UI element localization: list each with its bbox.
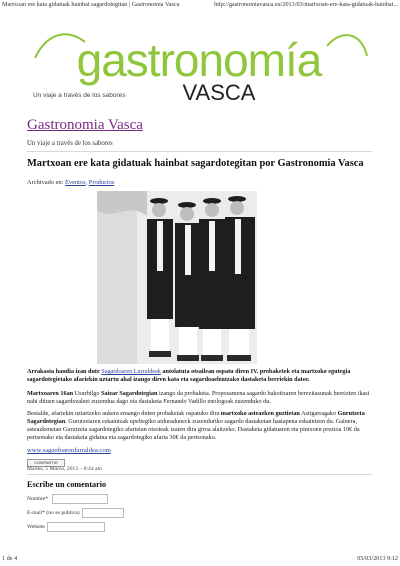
email-label: E-mail* (no se publica) bbox=[27, 510, 80, 516]
name-label: Nombre* bbox=[27, 496, 49, 502]
print-header-title: Martxoan ere kata gidatuak hainbat sagardotegitan | Gastronomia Vasca bbox=[2, 1, 180, 8]
form-row-email bbox=[27, 508, 124, 518]
print-timestamp: 05/03/2013 9:12 bbox=[357, 555, 398, 562]
p3-text-b: Astigarragako bbox=[299, 410, 338, 417]
share-button[interactable]: COMPARTIR bbox=[27, 459, 65, 467]
logo-word: gastronomía bbox=[76, 34, 322, 86]
sagardoaren-lurraldeak-link[interactable]: Sagardoaren Lurraldeak bbox=[101, 368, 161, 375]
site-title-link[interactable]: Gastronomia Vasca bbox=[27, 117, 143, 133]
post-photo-image bbox=[97, 191, 257, 364]
comment-section-title: Escribe un comentario bbox=[27, 480, 107, 489]
print-header bbox=[0, 0, 400, 10]
p3-bold-2: Gurutzeta Sagardotegian bbox=[27, 410, 365, 425]
post-paragraph-1 bbox=[27, 368, 372, 384]
name-input[interactable] bbox=[52, 494, 108, 504]
divider bbox=[27, 151, 372, 152]
print-header-url: http://gastronomiavasca.eu/2013/03/martxoan-ere-kata-gidatuak-hainbat... bbox=[214, 1, 398, 8]
site-tagline: Un viaje a través de los sabores bbox=[27, 140, 113, 147]
website-label: Website bbox=[27, 524, 45, 530]
form-row-name bbox=[27, 494, 108, 504]
post-photo bbox=[97, 191, 257, 364]
archived-label: Archivado en: bbox=[27, 179, 64, 186]
post-title: Martxoan ere kata gidatuak hainbat sagardotegitan por Gastronomia Vasca bbox=[27, 158, 364, 169]
p3-text-c: . Gurutzetaren eskaintzak upeltegiko aiduraduneck zuzenduriko sagardo dastaketan hastapena eskaintzen du. Gainera, asteazkenetan Gurutzeta sagardotegiko afarietan otsoteak izaten dira giroa alaitzeko. Dastaketa gidatuaren eta pintxoen prezioa 10€ da pertsonako eta dastaketa gidatua eta sagardotegiko afaria 30€ da pertsonako. bbox=[27, 418, 360, 441]
p3-bold-1: martxoko asteazken guztietan bbox=[220, 410, 300, 417]
site-banner[interactable] bbox=[27, 28, 372, 106]
divider bbox=[27, 474, 372, 475]
p2-text-a: Usurbilgo bbox=[73, 390, 101, 397]
post-date: Martes, 5 Marzo, 2013 – 8:44 am bbox=[27, 466, 102, 472]
sagardoa-website-link[interactable]: www.sagardoarenlurraldea.com bbox=[27, 447, 111, 454]
post-archived: Archivado en: Eventos, Productos bbox=[27, 179, 115, 186]
print-footer bbox=[0, 555, 400, 565]
p1-text-b: antolatuta otsailean ospatu diren IV. probaketek eta martxoko egutegia sagardotegietako afariekin uztartu ahal izango diren kata eta sagardoaelentzako dastaketa berriekin dator. bbox=[27, 368, 351, 383]
p2-text-b: izango da probaketa. Proposamena sagardo bakoitzaren berezitasunak bereizten ikasi nahi dituen sagardozaleei zuzendua dago eta dastaketa Fernando Vadillo enologoak zuzenduko du. bbox=[27, 390, 370, 405]
p1-text-a: Arrakasta handia izan dute bbox=[27, 368, 102, 375]
post-paragraph-2 bbox=[27, 390, 372, 406]
post-paragraph-3 bbox=[27, 410, 372, 442]
website-input[interactable] bbox=[47, 522, 105, 532]
category-link-productos[interactable]: Productos bbox=[88, 179, 115, 186]
p2-bold-1: Martxoaren 16an bbox=[27, 390, 74, 397]
form-row-website bbox=[27, 522, 105, 532]
page-count: 1 de 4 bbox=[2, 555, 18, 562]
logo-sub: VASCA bbox=[182, 80, 256, 105]
category-link-eventos[interactable]: Eventos bbox=[65, 179, 86, 186]
p3-text-a: Bestalde, afariekin uztartzeko aukera emango duten probaketak ospatuko dira bbox=[27, 410, 221, 417]
email-input[interactable] bbox=[82, 508, 124, 518]
banner-tagline: Un viaje a través de los sabores bbox=[33, 92, 126, 99]
p2-bold-2: Saizar Sagardotegian bbox=[100, 390, 158, 397]
